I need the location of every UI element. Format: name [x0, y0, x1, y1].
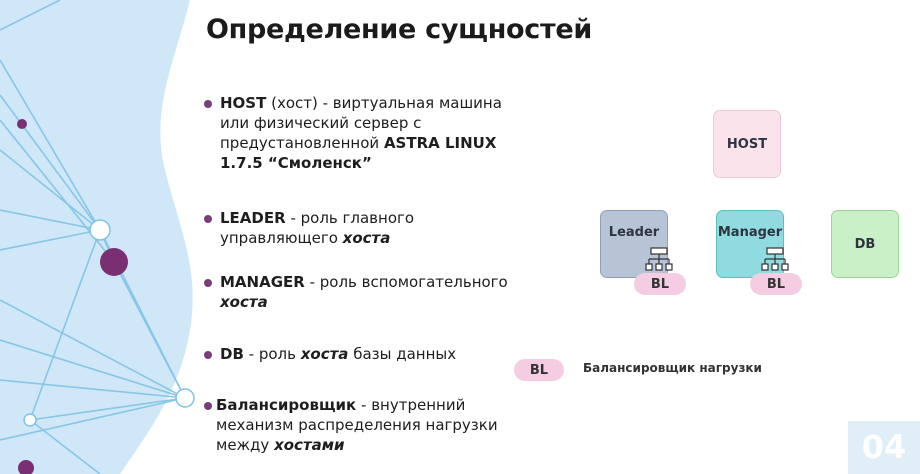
legend-bl-label: BL: [529, 363, 549, 378]
bullet-text: - роль главного: [285, 209, 415, 227]
bullet-text: предустановленной: [220, 134, 384, 152]
term-host-emph: хоста: [220, 293, 268, 311]
os-name: ASTRA LINUX: [383, 134, 497, 152]
db-box: [831, 210, 899, 278]
bullet-text: управляющего: [220, 229, 343, 247]
bullet-host: [220, 93, 502, 173]
term-host-emph: хоста: [342, 229, 391, 247]
bullet-text: механизм распределения нагрузки: [216, 416, 498, 434]
legend-bl-badge: [514, 359, 564, 381]
bl-label: BL: [650, 277, 670, 292]
bullet-text: - роль: [243, 345, 301, 363]
os-version: 1.7.5 “Смоленск”: [220, 154, 372, 172]
bullet-balancer: [216, 395, 498, 455]
bullet-text: (хост) - виртуальная машина: [266, 94, 502, 112]
bullet-text: или физический сервер с: [220, 114, 422, 132]
term-leader: LEADER: [220, 209, 286, 227]
legend-text: Балансировщик нагрузки: [583, 361, 762, 375]
bullet-db: [220, 344, 456, 364]
bullet-dot: [204, 279, 212, 287]
bullet-dot: [204, 100, 212, 108]
term-balancer: Балансировщик: [216, 396, 357, 414]
term-manager: MANAGER: [220, 273, 305, 291]
bullet-dot: [204, 351, 212, 359]
host-box: [713, 110, 781, 178]
network-balancer-icon: [761, 247, 789, 273]
bullet-text: - роль вспомогательного: [304, 273, 508, 291]
page-title: Определение сущностей: [206, 14, 592, 45]
bullet-leader: [220, 208, 414, 248]
leader-label: Leader: [608, 225, 660, 240]
page-number: 04: [848, 421, 920, 474]
bullet-dot: [204, 402, 212, 410]
term-host-emph: хостами: [274, 436, 345, 454]
bullet-dot: [204, 215, 212, 223]
term-db: DB: [220, 345, 244, 363]
term-host-emph: хоста: [300, 345, 349, 363]
bullet-manager: [220, 272, 508, 312]
bl-label: BL: [766, 277, 786, 292]
host-label: HOST: [726, 136, 768, 152]
term-host: HOST: [220, 94, 267, 112]
bullet-text: - внутренний: [356, 396, 466, 414]
bullet-text: между: [216, 436, 275, 454]
leader-bl-badge: [634, 273, 686, 295]
manager-label: Manager: [717, 225, 783, 240]
db-label: DB: [854, 236, 876, 252]
bullet-text: базы данных: [348, 345, 457, 363]
manager-bl-badge: [750, 273, 802, 295]
network-balancer-icon: [645, 247, 673, 273]
